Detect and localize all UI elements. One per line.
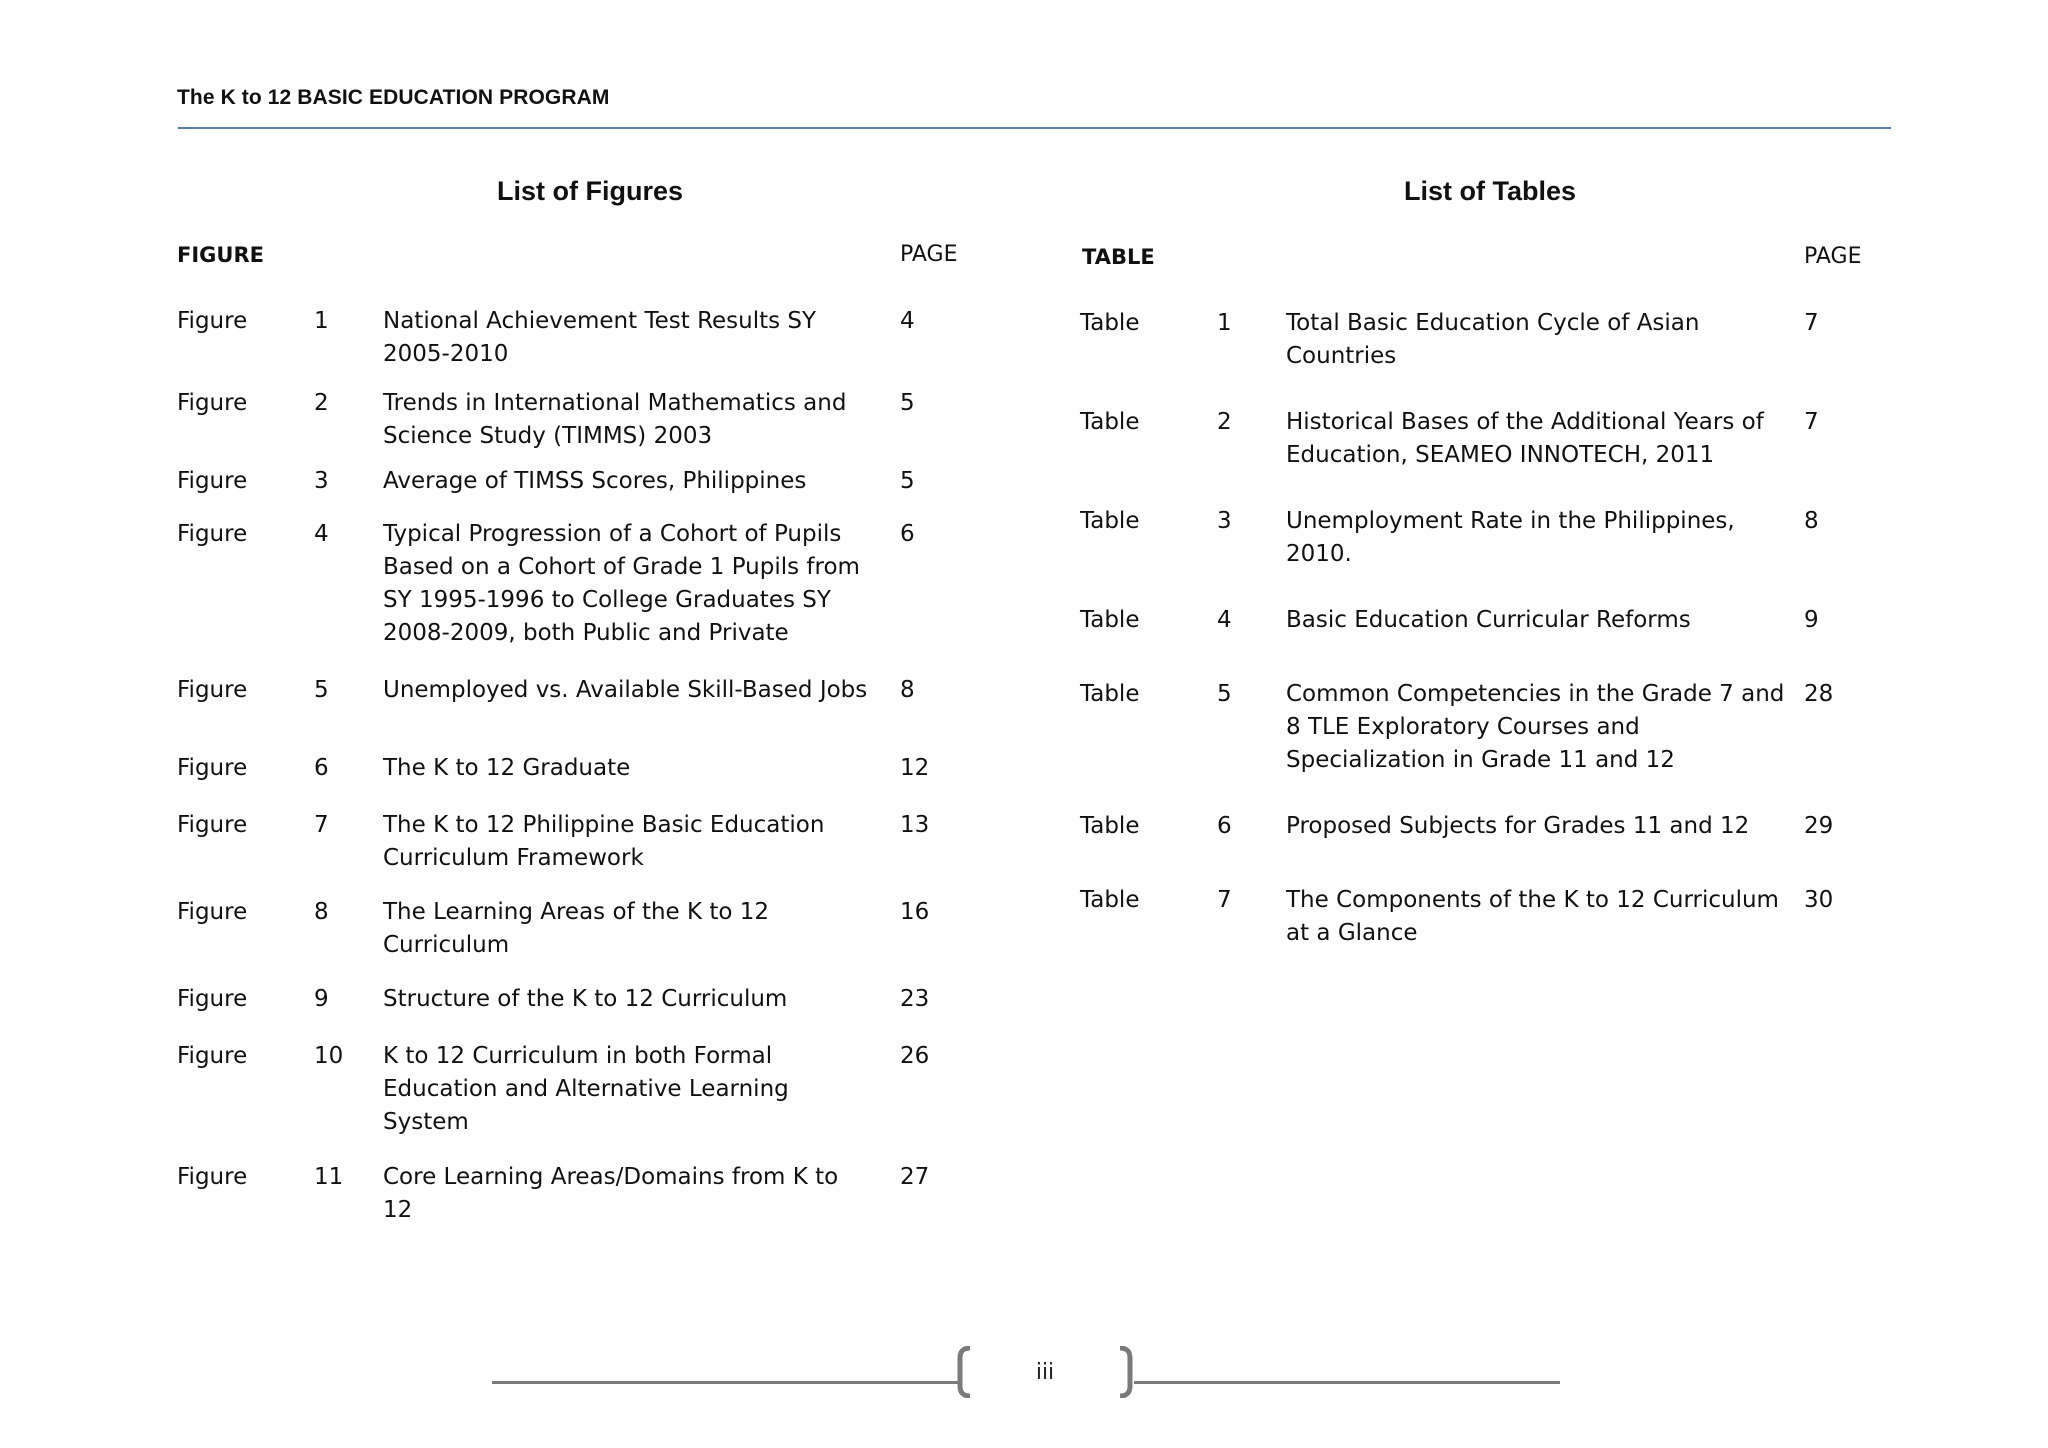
figure-entry-page: 4 bbox=[900, 308, 915, 334]
footer-left-bracket bbox=[956, 1346, 972, 1398]
table-entry-kind: Table bbox=[1080, 607, 1140, 633]
figure-entry-title: Average of TIMSS Scores, Philippines bbox=[383, 468, 807, 494]
figure-entry-kind: Figure bbox=[177, 755, 248, 781]
table-entry-kind: Table bbox=[1080, 310, 1140, 336]
table-entry-kind: Table bbox=[1080, 409, 1140, 435]
figure-entry-kind: Figure bbox=[177, 899, 248, 925]
figures-page-label: PAGE bbox=[900, 242, 958, 267]
figure-entry-title: Structure of the K to 12 Curriculum bbox=[383, 986, 788, 1012]
figure-entry-title: Unemployed vs. Available Skill-Based Jobs bbox=[383, 677, 868, 703]
tables-column-label: TABLE bbox=[1082, 245, 1155, 269]
figure-entry-title: The Learning Areas of the K to 12 Curriculum bbox=[383, 899, 770, 958]
figure-entry-page: 26 bbox=[900, 1043, 930, 1069]
figure-entry-kind: Figure bbox=[177, 812, 248, 838]
figure-entry-page: 27 bbox=[900, 1164, 930, 1190]
figure-entry-number: 1 bbox=[314, 308, 329, 334]
figure-entry-title: K to 12 Curriculum in both Formal Education and Alternative Learning System bbox=[383, 1043, 789, 1135]
figure-entry-page: 16 bbox=[900, 899, 930, 925]
table-entry-number: 7 bbox=[1217, 887, 1232, 913]
table-entry-title: Historical Bases of the Additional Years of Education, SEAMEO INNOTECH, 2011 bbox=[1286, 409, 1764, 468]
footer-page-number: iii bbox=[1035, 1360, 1055, 1385]
figure-entry-page: 12 bbox=[900, 755, 930, 781]
figure-entry-page: 6 bbox=[900, 521, 915, 547]
table-entry-page: 7 bbox=[1804, 409, 1819, 435]
document-header-title: The K to 12 BASIC EDUCATION PROGRAM bbox=[177, 86, 610, 109]
figure-entry-page: 13 bbox=[900, 812, 930, 838]
figure-entry-number: 11 bbox=[314, 1164, 344, 1190]
figure-entry-kind: Figure bbox=[177, 1164, 248, 1190]
footer-right-bracket bbox=[1118, 1346, 1134, 1398]
figure-entry-number: 5 bbox=[314, 677, 329, 703]
figure-entry-title: Core Learning Areas/Domains from K to 12 bbox=[383, 1164, 839, 1223]
table-entry-page: 9 bbox=[1804, 607, 1819, 633]
figures-section-title: List of Figures bbox=[496, 176, 683, 206]
table-entry-title: Basic Education Curricular Reforms bbox=[1286, 607, 1691, 633]
table-entry-number: 4 bbox=[1217, 607, 1232, 633]
table-entry-number: 2 bbox=[1217, 409, 1232, 435]
tables-page-label: PAGE bbox=[1804, 244, 1862, 269]
table-entry-title: Common Competencies in the Grade 7 and 8 TLE Exploratory Courses and Specialization in Grade 11 and 12 bbox=[1286, 681, 1785, 773]
table-entry-kind: Table bbox=[1080, 813, 1140, 839]
figure-entry-title: The K to 12 Philippine Basic Education Curriculum Framework bbox=[383, 812, 825, 871]
figure-entry-title: Typical Progression of a Cohort of Pupils Based on a Cohort of Grade 1 Pupils from SY 1995-1996 to College Graduates SY 2008-2009, both Public and Private bbox=[383, 521, 860, 646]
table-entry-title: The Components of the K to 12 Curriculum at a Glance bbox=[1286, 887, 1779, 946]
table-entry-page: 7 bbox=[1804, 310, 1819, 336]
figure-entry-number: 3 bbox=[314, 468, 329, 494]
figures-column-label: FIGURE bbox=[177, 243, 264, 267]
figure-entry-number: 4 bbox=[314, 521, 329, 547]
footer-rule-left bbox=[492, 1381, 962, 1384]
table-entry-kind: Table bbox=[1080, 681, 1140, 707]
figure-entry-number: 2 bbox=[314, 390, 329, 416]
table-entry-title: Total Basic Education Cycle of Asian Countries bbox=[1286, 310, 1700, 369]
figure-entry-number: 8 bbox=[314, 899, 329, 925]
figure-entry-kind: Figure bbox=[177, 308, 248, 334]
table-entry-page: 30 bbox=[1804, 887, 1834, 913]
table-entry-title: Unemployment Rate in the Philippines, 2010. bbox=[1286, 508, 1735, 567]
table-entry-page: 28 bbox=[1804, 681, 1834, 707]
figure-entry-title: National Achievement Test Results SY 2005-2010 bbox=[383, 308, 817, 367]
figure-entry-kind: Figure bbox=[177, 677, 248, 703]
table-entry-number: 5 bbox=[1217, 681, 1232, 707]
table-entry-kind: Table bbox=[1080, 508, 1140, 534]
figure-entry-kind: Figure bbox=[177, 986, 248, 1012]
table-entry-number: 6 bbox=[1217, 813, 1232, 839]
figure-entry-kind: Figure bbox=[177, 390, 248, 416]
figure-entry-page: 23 bbox=[900, 986, 930, 1012]
table-entry-number: 1 bbox=[1217, 310, 1232, 336]
figure-entry-number: 10 bbox=[314, 1043, 344, 1069]
figure-entry-title: The K to 12 Graduate bbox=[383, 755, 631, 781]
table-entry-title: Proposed Subjects for Grades 11 and 12 bbox=[1286, 813, 1750, 839]
figure-entry-kind: Figure bbox=[177, 468, 248, 494]
table-entry-number: 3 bbox=[1217, 508, 1232, 534]
figure-entry-number: 7 bbox=[314, 812, 329, 838]
figure-entry-page: 5 bbox=[900, 468, 915, 494]
figure-entry-title: Trends in International Mathematics and Science Study (TIMMS) 2003 bbox=[383, 390, 847, 449]
tables-section-title: List of Tables bbox=[1403, 176, 1577, 206]
figure-entry-number: 9 bbox=[314, 986, 329, 1012]
table-entry-page: 29 bbox=[1804, 813, 1834, 839]
figure-entry-number: 6 bbox=[314, 755, 329, 781]
footer-rule-right bbox=[1134, 1381, 1560, 1384]
header-divider bbox=[178, 127, 1891, 129]
figure-entry-page: 8 bbox=[900, 677, 915, 703]
table-entry-kind: Table bbox=[1080, 887, 1140, 913]
figure-entry-kind: Figure bbox=[177, 521, 248, 547]
figure-entry-kind: Figure bbox=[177, 1043, 248, 1069]
figure-entry-page: 5 bbox=[900, 390, 915, 416]
table-entry-page: 8 bbox=[1804, 508, 1819, 534]
